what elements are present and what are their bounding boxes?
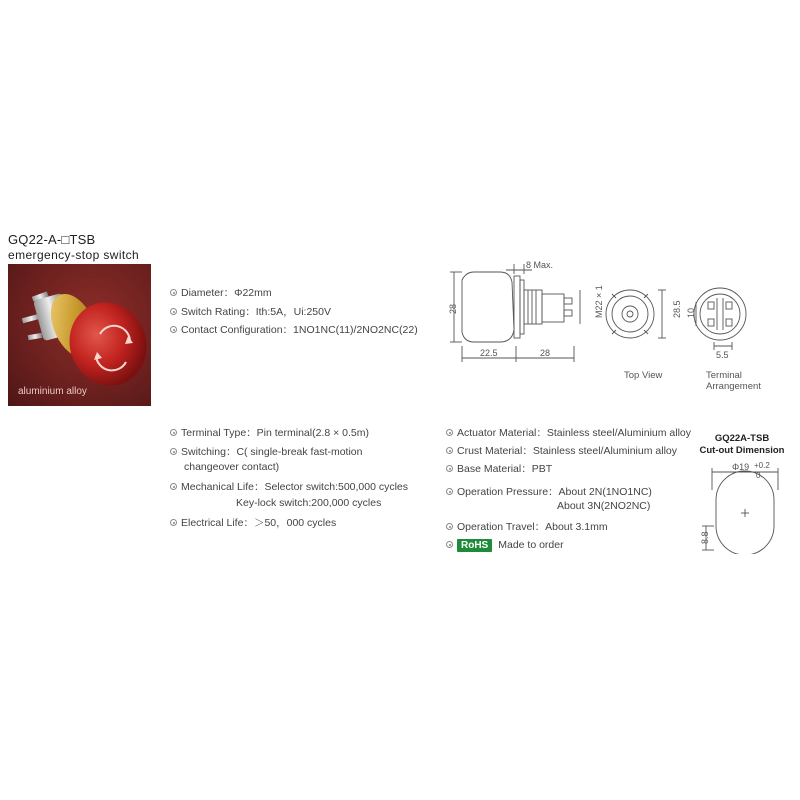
switch-illustration — [8, 264, 151, 406]
spec-operation-pressure-2: About 3N(2NO2NC) — [557, 500, 651, 512]
rohs-badge: RoHS — [457, 539, 492, 552]
dimension-drawing — [440, 258, 760, 388]
spec-electrical-life: Electrical Life：＞50，000 cycles — [170, 515, 336, 530]
dim-28-length: 28 — [540, 348, 551, 358]
cutout-dim-height: 8.8 — [700, 531, 710, 544]
cutout-dim-phi: Φ19 — [732, 462, 750, 472]
bullet-icon — [446, 523, 453, 530]
bullet-icon — [170, 448, 177, 455]
spec-terminal-type: Terminal Type：Pin terminal(2.8 × 0.5m) — [170, 425, 369, 440]
spec-switching-cont: changeover contact) — [184, 461, 280, 473]
bullet-icon — [170, 483, 177, 490]
bullet-icon — [446, 465, 453, 472]
cutout-dim-tol-zero: 0 — [756, 471, 761, 480]
bullet-icon — [170, 429, 177, 436]
terminal-label-2: Arrangement — [706, 381, 761, 392]
spec-diameter: Diameter：Φ22mm — [170, 285, 272, 300]
spec-keylock-life: Key-lock switch:200,000 cycles — [236, 497, 382, 509]
cutout-dim-tol-plus: +0.2 — [754, 461, 770, 470]
spec-operation-travel: Operation Travel：About 3.1mm — [446, 519, 608, 534]
bullet-icon — [170, 326, 177, 333]
cutout-title-2: Cut-out Dimension — [699, 445, 785, 456]
cutout-drawing — [694, 460, 794, 554]
dim-5-5: 5.5 — [716, 350, 729, 360]
rohs-row — [446, 539, 564, 552]
product-photo — [8, 264, 151, 406]
bullet-icon — [446, 488, 453, 495]
spec-base-material: Base Material：PBT — [446, 461, 552, 476]
spec-switching: Switching：C( single-break fast-motion — [170, 444, 362, 459]
spec-mechanical-life: Mechanical Life：Selector switch:500,000 cycles — [170, 479, 408, 494]
bullet-icon — [170, 519, 177, 526]
bullet-icon — [170, 308, 177, 315]
dim-m22: M22 × 1 — [594, 285, 604, 318]
dim-28-5: 28.5 — [672, 300, 682, 318]
dim-8max: 8 Max. — [526, 260, 554, 270]
bullet-icon — [446, 429, 453, 436]
product-name: emergency-stop switch — [8, 248, 140, 262]
dim-10: 10 — [686, 307, 696, 318]
spec-crust-material: Crust Material：Stainless steel/Aluminium alloy — [446, 443, 677, 458]
cutout-title-1: GQ22A-TSB — [714, 433, 770, 444]
bullet-icon — [170, 289, 177, 296]
spec-contact-config: Contact Configuration：1NO1NC(11)/2NO2NC(22) — [170, 322, 418, 337]
terminal-label-1: Terminal — [706, 370, 742, 381]
product-model: GQ22-A-□TSB — [8, 232, 96, 247]
dim-22-5: 22.5 — [480, 348, 498, 358]
bullet-icon — [446, 541, 453, 548]
photo-caption: aluminium alloy — [18, 386, 87, 397]
spec-actuator-material: Actuator Material：Stainless steel/Aluminium alloy — [446, 425, 691, 440]
top-view-label: Top View — [624, 370, 663, 381]
spec-operation-pressure: Operation Pressure：About 2N(1NO1NC) — [446, 484, 652, 499]
bullet-icon — [446, 447, 453, 454]
dim-28-height: 28 — [448, 303, 458, 314]
rohs-text: Made to order — [498, 539, 564, 551]
spec-switch-rating: Switch Rating：Ith:5A，Ui:250V — [170, 304, 331, 319]
